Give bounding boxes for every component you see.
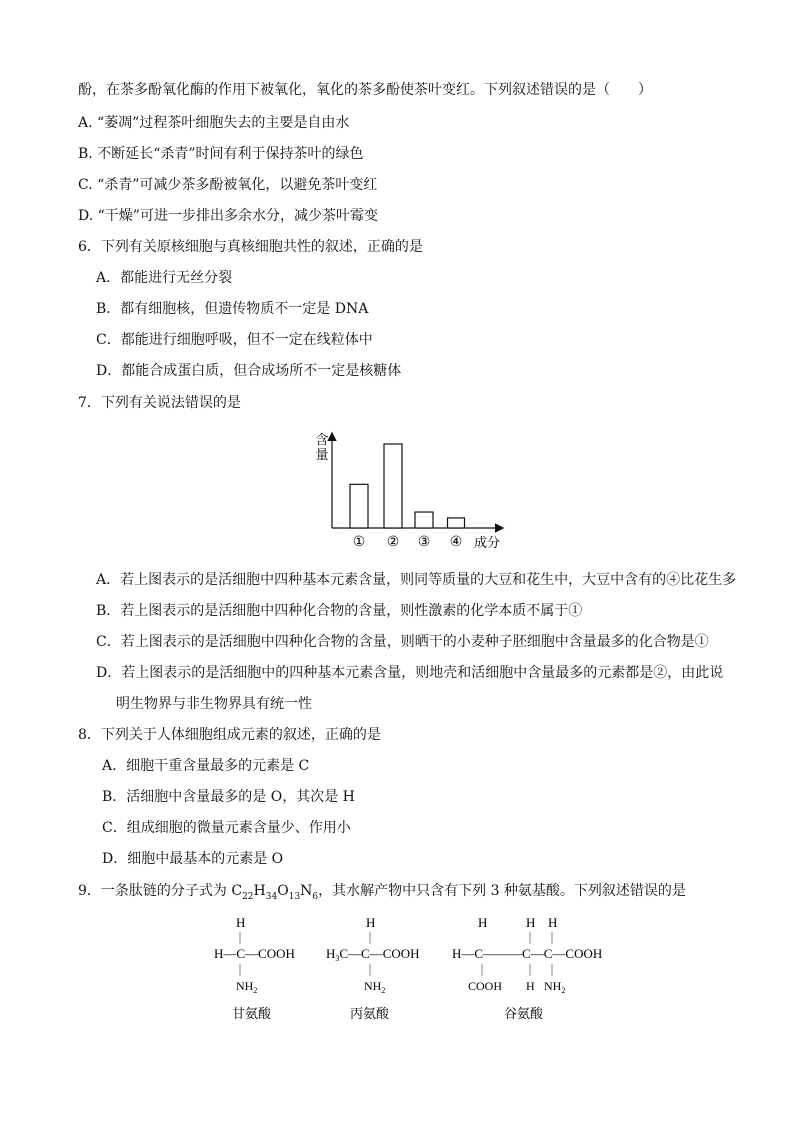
q8-option-c[interactable]: C．组成细胞的微量元素含量少、作用小 (102, 820, 351, 836)
glutamate-side-cooh: COOH (468, 979, 503, 993)
x-tick-label-1: ① (352, 534, 366, 550)
q7-option-a[interactable]: A．若上图表示的是活细胞中四种基本元素含量，则同等质量的大豆和花生中，大豆中含有的④比花生多 (96, 572, 737, 588)
q7-option-b[interactable]: B．若上图表示的是活细胞中四种化合物的含量，则性激素的化学本质不属于① (96, 603, 583, 619)
y-axis-label-char: 量 (315, 448, 329, 463)
alanine-name: 丙氨酸 (350, 1006, 390, 1021)
q7-stem: 7．下列有关说法错误的是 (78, 395, 241, 411)
q7-option-d-continuation: 明生物界与非生物界具有统一性 (116, 696, 312, 712)
q6-option-d[interactable]: D．都能合成蛋白质，但合成场所不一定是核糖体 (96, 363, 402, 379)
q5-option-a[interactable]: A. “萎凋”过程茶叶细胞失去的主要是自由水 (78, 115, 350, 131)
q8-stem: 8．下列关于人体细胞组成元素的叙述，正确的是 (78, 727, 381, 743)
q6-option-a[interactable]: A．都能进行无丝分裂 (96, 270, 233, 286)
glutamate-bottom-h: H (526, 979, 535, 993)
q7-option-c[interactable]: C．若上图表示的是活细胞中四种化合物的含量，则晒干的小麦种子胚细胞中含量最多的化合物是① (96, 634, 709, 650)
q9-stem (78, 881, 686, 907)
peptide-formula: $C_{22}H_{34}O_{13}N_6$ (231, 883, 319, 902)
bar-3 (415, 512, 433, 528)
q8-option-a[interactable]: A．细胞干重含量最多的元素是 C (102, 758, 310, 774)
glutamate-chain: H—C———C—C—COOH (452, 946, 603, 961)
glycine-top-h: H (236, 915, 246, 930)
q7-option-d[interactable]: D．若上图表示的是活细胞中的四种基本元素含量，则地壳和活细胞中含量最多的元素都是②，由此说 (96, 665, 724, 681)
q6-option-b[interactable]: B．都有细胞核，但遗传物质不一定是 DNA (96, 301, 369, 317)
x-tick-label-2: ② (386, 534, 400, 550)
x-tick-label-4: ④ (449, 534, 463, 550)
q5-option-b[interactable]: B. 不断延长“杀青”时间有利于保持茶叶的绿色 (78, 146, 364, 162)
glycine-amino: $NH_2$ (236, 979, 258, 995)
alanine-chain: $H_3C—C—COOH$ (326, 946, 420, 963)
q8-option-b[interactable]: B．活细胞中含量最多的是 O，其次是 H (102, 789, 355, 805)
glycine-chain: H—C—COOH (214, 946, 295, 961)
x-axis-label: 成分 (474, 536, 501, 551)
alanine-top-h: H (366, 915, 376, 930)
q5-option-d[interactable]: D. “干燥”可进一步排出多余水分，减少茶叶霉变 (78, 208, 378, 224)
q9-stem-prefix: 9．一条肽链的分子式为 (78, 883, 232, 899)
q5-stem-continuation: 酚，在茶多酚氧化酶的作用下被氧化，氧化的茶多酚使茶叶变红。下列叙述错误的是（ ） (78, 82, 652, 98)
glycine-name: 甘氨酸 (232, 1006, 272, 1021)
q5-option-c[interactable]: C. “杀青”可减少茶多酚被氧化，以避免茶叶变红 (78, 177, 378, 193)
alanine-amino: $NH_2$ (364, 979, 386, 995)
glutamate-amino: $NH_2$ (544, 979, 566, 995)
bar-2 (384, 444, 402, 528)
glutamate-structure (452, 915, 602, 1021)
glutamate-top-h3: H (548, 915, 558, 930)
x-tick-label-3: ③ (417, 534, 431, 550)
glutamate-top-h1: H (478, 915, 488, 930)
glutamate-top-h2: H (526, 915, 536, 930)
glycine-structure (214, 915, 295, 1021)
q9-stem-suffix: ，其水解产物中只含有下列 3 种氨基酸。下列叙述错误的是 (318, 883, 686, 899)
bar-1 (350, 484, 368, 528)
amino-acid-structures (200, 910, 620, 1030)
alanine-structure (326, 915, 420, 1021)
q6-option-c[interactable]: C．都能进行细胞呼吸，但不一定在线粒体中 (96, 332, 373, 348)
bar-4 (448, 518, 465, 528)
glutamate-name: 谷氨酸 (504, 1006, 544, 1021)
y-axis-label (315, 433, 328, 463)
y-axis-label-char: 含 (315, 433, 329, 448)
q6-stem: 6．下列有关原核细胞与真核细胞共性的叙述，正确的是 (78, 239, 423, 255)
q8-option-d[interactable]: D．细胞中最基本的元素是 O (102, 851, 284, 867)
content-bar-chart (306, 430, 516, 555)
